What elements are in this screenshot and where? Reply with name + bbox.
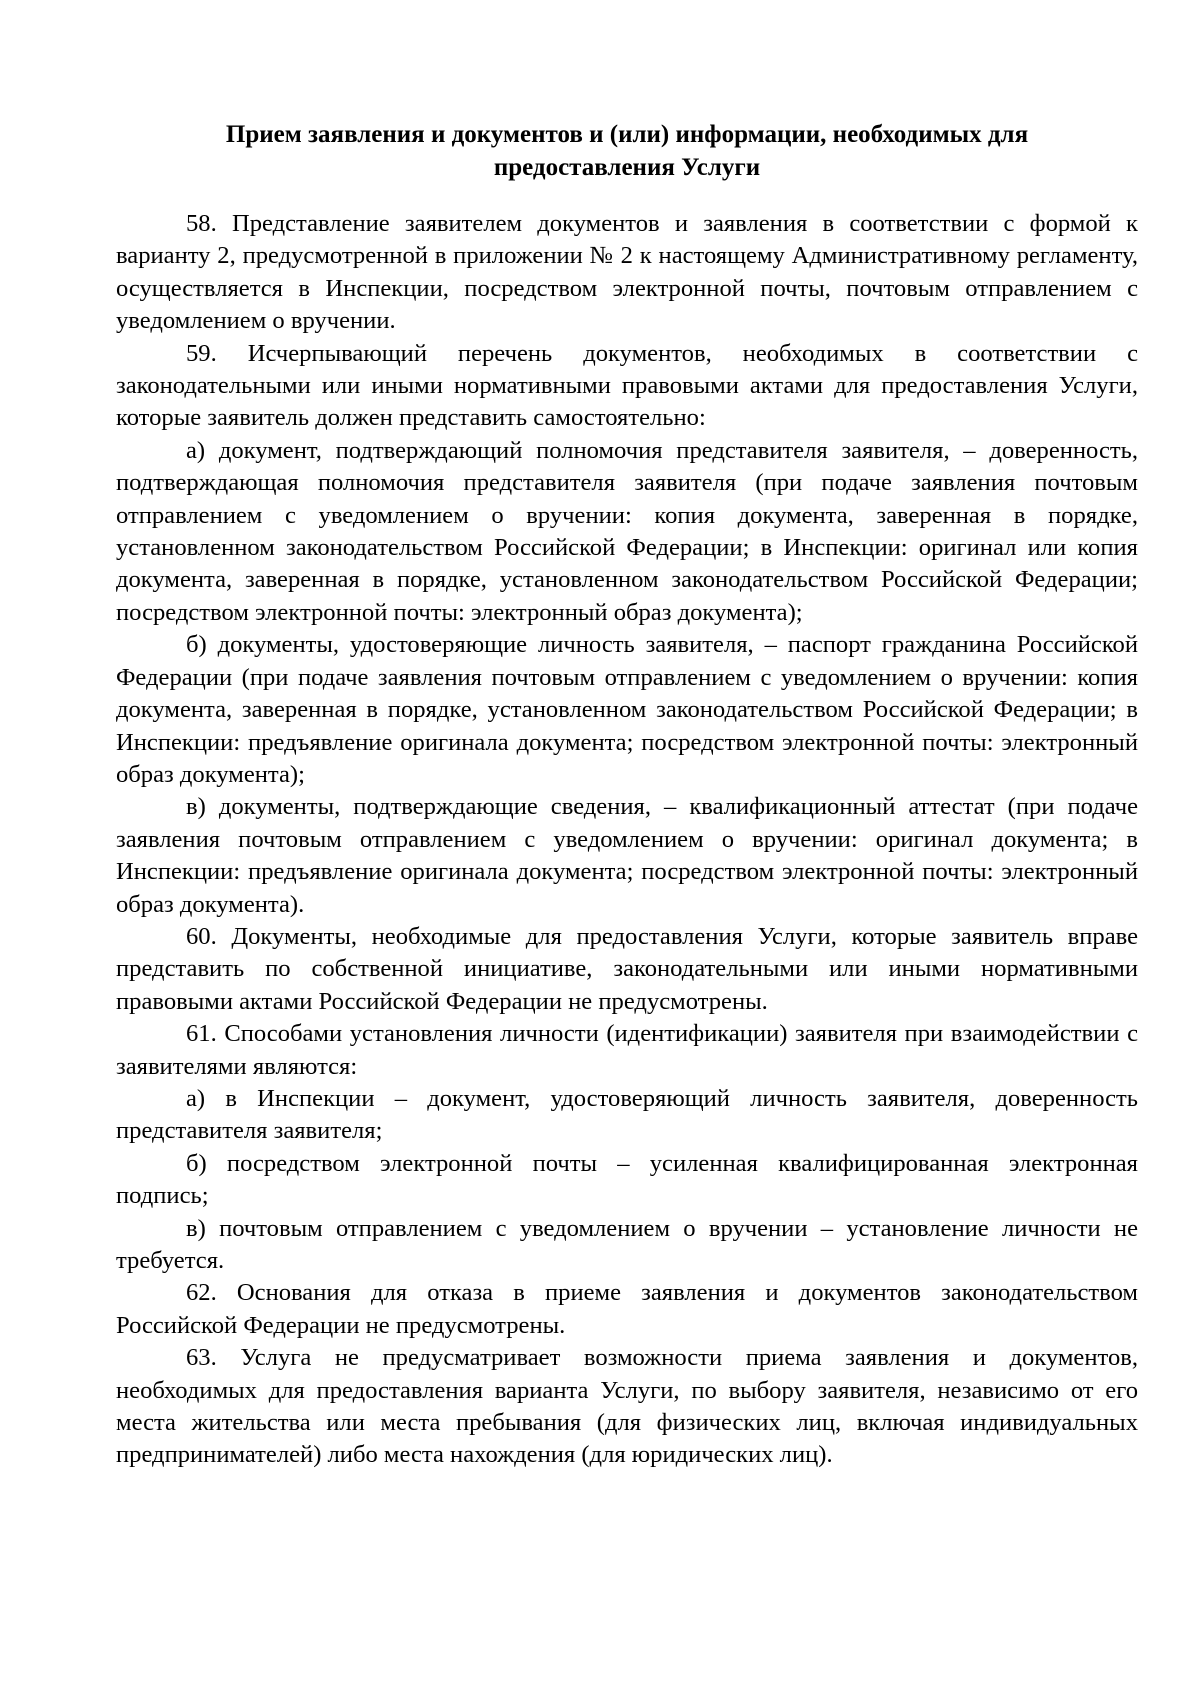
paragraph-61-item-b: б) посредством электронной почты – усиленная квалифицированная электронная подпись; (116, 1149, 1138, 1210)
paragraph-61-item-v: в) почтовым отправлением с уведомлением о вручении – установление личности не требуется. (116, 1214, 1138, 1274)
paragraph-59-item-b: б) документы, удостоверяющие личность заявителя, – паспорт гражданина Российской Федерации (при подаче заявления почтовым отправлением с уведомлением о вручении: копия документа, заверенная в порядке, установленном законодательством Российской Федерации; в Инспекции: предъявление оригинала документа; посредством электронной почты: электронный образ документа); (116, 631, 1138, 788)
paragraph-63: 63. Услуга не предусматривает возможности приема заявления и документов, необходимых для предоставления варианта Услуги, по выбору заявителя, независимо от его места жительства или места пребывания (для физических лиц, включая индивидуальных предпринимателей) либо места нахождения (для юридических лиц). (116, 1344, 1138, 1469)
paragraph-59-item-v: в) документы, подтверждающие сведения, – квалификационный аттестат (при подаче заявления почтовым отправлением с уведомлением о вручении: оригинал документа; в Инспекции: предъявление оригинала документа; посредством электронной почты: электронный образ документа). (116, 793, 1138, 918)
section-title: Прием заявления и документов и (или) информации, необходимых для предоставления Услуги (225, 121, 1029, 181)
paragraph-58: 58. Представление заявителем документов и заявления в соответствии с формой к варианту 2, предусмотренной в приложении № 2 к настоящему Административному регламенту, осуществляется в Инспекции, посредством электронной почты, почтовым отправлением с уведомлением о вручении. (116, 210, 1138, 335)
paragraph-61-item-a: а) в Инспекции – документ, удостоверяющий личность заявителя, доверенность представителя заявителя; (116, 1084, 1138, 1145)
paragraph-59-item-a: а) документ, подтверждающий полномочия представителя заявителя, – доверенность, подтверждающая полномочия представителя заявителя (при подаче заявления почтовым отправлением с уведомлением о вручении: копия документа, заверенная в порядке, установленном законодательством Российской Федерации; в Инспекции: оригинал или копия документа, заверенная в порядке, установленном законодательством Российской Федерации; посредством электронной почты: электронный образ документа); (116, 436, 1138, 626)
paragraph-61: 61. Способами установления личности (идентификации) заявителя при взаимодействии с заявителями являются: (116, 1020, 1138, 1080)
paragraph-62: 62. Основания для отказа в приеме заявления и документов законодательством Российской Федерации не предусмотрены. (116, 1279, 1138, 1339)
document-body (116, 208, 1138, 1472)
paragraph-59: 59. Исчерпывающий перечень документов, необходимых в соответствии с законодательными или иными нормативными правовыми актами для предоставления Услуги, которые заявитель должен представить самостоятельно: (116, 339, 1138, 432)
paragraph-60: 60. Документы, необходимые для предоставления Услуги, которые заявитель вправе представить по собственной инициативе, законодательными или иными нормативными правовыми актами Российской Федерации не предусмотрены. (116, 922, 1138, 1015)
